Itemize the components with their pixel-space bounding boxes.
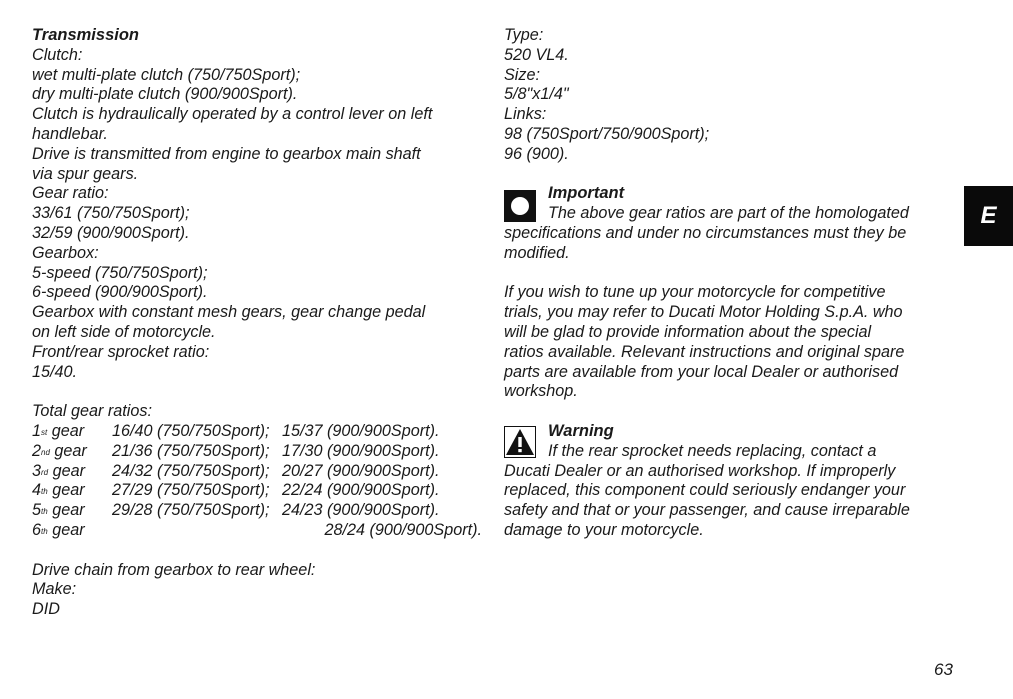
paragraph-line: trials, you may refer to Ducati Motor Holding S.p.A. who <box>504 303 903 322</box>
gear-word: gear <box>54 441 87 460</box>
spec-line: handlebar. <box>32 124 108 143</box>
important-line: specifications and under no circumstances must they be <box>504 223 907 242</box>
spec-line: Links: <box>504 105 547 124</box>
gear-row <box>32 442 482 462</box>
gear-number: 4 <box>32 481 42 500</box>
spec-line: Gearbox with constant mesh gears, gear change pedal <box>32 303 426 322</box>
ratio-900: 22/24 (900/900Sport). <box>282 481 440 500</box>
ratio-900: 24/23 (900/900Sport). <box>282 501 440 520</box>
gear-row <box>32 422 482 442</box>
spec-line: via spur gears. <box>32 164 139 183</box>
paragraph-line: parts are available from your local Dealer or authorised <box>504 362 899 381</box>
spec-line: 5-speed (750/750Sport); <box>32 263 208 282</box>
gear-label <box>32 422 112 442</box>
warning-line: Ducati Dealer or an authorised workshop. If improperly <box>504 461 896 480</box>
ratio-750 <box>103 521 325 541</box>
important-line: modified. <box>504 243 570 262</box>
gear-number: 6 <box>32 520 42 539</box>
gear-row <box>32 521 482 541</box>
ratio-750: 27/29 (750/750Sport); <box>112 481 270 500</box>
spec-line: 15/40. <box>32 362 78 381</box>
left-column <box>32 26 482 620</box>
drive-chain-lines <box>32 561 482 620</box>
chain-spec-lines <box>504 26 952 165</box>
spec-line: 6-speed (900/900Sport). <box>32 283 208 302</box>
warning-line: replaced, this component could seriously endanger your <box>504 481 906 500</box>
ratio-750: 24/32 (750/750Sport); <box>112 461 270 480</box>
spec-line: 32/59 (900/900Sport). <box>32 223 190 242</box>
ratio-900: 17/30 (900/900Sport). <box>282 441 440 460</box>
gear-number: 1 <box>32 421 42 440</box>
section-tab: E <box>964 186 1013 246</box>
warning-icon <box>504 426 536 458</box>
spec-line: on left side of motorcycle. <box>32 322 216 341</box>
spec-line: Gear ratio: <box>32 184 109 203</box>
spec-line: 5/8"x1/4" <box>504 85 569 104</box>
gear-number: 5 <box>32 501 42 520</box>
important-notice <box>504 184 952 263</box>
gear-label <box>32 462 112 482</box>
spec-line: Make: <box>32 580 77 599</box>
spec-line: Clutch is hydraulically operated by a control lever on left <box>32 105 433 124</box>
warning-line: safety and that or your passenger, and cause irreparable <box>504 501 910 520</box>
paragraph-line: ratios available. Relevant instructions and original spare <box>504 342 905 361</box>
gear-ordinal: th <box>41 507 48 517</box>
gear-word: gear <box>51 421 85 440</box>
spec-line: Front/rear sprocket ratio: <box>32 342 210 361</box>
gear-row <box>32 501 482 521</box>
spec-line: Gearbox: <box>32 243 99 262</box>
gear-ordinal: nd <box>41 447 50 457</box>
spec-line: 96 (900). <box>504 144 569 163</box>
gear-label <box>32 442 112 462</box>
warning-line: damage to your motorcycle. <box>504 520 704 539</box>
gear-word: gear <box>52 501 85 520</box>
right-column <box>504 26 952 541</box>
gear-number: 2 <box>32 441 42 460</box>
spec-line: 33/61 (750/750Sport); <box>32 204 190 223</box>
gear-word: gear <box>52 461 86 480</box>
gear-label <box>32 481 112 501</box>
ratio-900: 28/24 (900/900Sport). <box>324 520 482 539</box>
ratio-750: 29/28 (750/750Sport); <box>112 501 270 520</box>
spec-line: Drive chain from gearbox to rear wheel: <box>32 560 316 579</box>
spec-line: DID <box>32 600 60 619</box>
ratio-750: 21/36 (750/750Sport); <box>112 441 270 460</box>
important-title: Important <box>548 184 625 203</box>
paragraph-line: will be glad to provide information about the special <box>504 322 872 341</box>
gear-ordinal: th <box>41 526 48 536</box>
gear-ordinal: st <box>41 427 48 437</box>
important-first-line: The above gear ratios are part of the homologated <box>548 204 909 223</box>
warning-first-line: If the rear sprocket needs replacing, contact a <box>548 441 877 460</box>
spec-line: dry multi-plate clutch (900/900Sport). <box>32 85 298 104</box>
paragraph-line: workshop. <box>504 382 578 401</box>
gear-ordinal: th <box>41 487 48 497</box>
warning-title: Warning <box>548 421 614 440</box>
paragraph-line: If you wish to tune up your motorcycle for competitive <box>504 283 886 302</box>
gear-row <box>32 462 482 482</box>
section-title: Transmission <box>32 26 139 44</box>
ratio-900: 20/27 (900/900Sport). <box>282 461 440 480</box>
spec-line: Clutch: <box>32 45 83 64</box>
spec-line: Drive is transmitted from engine to gearbox main shaft <box>32 144 421 163</box>
spec-line: wet multi-plate clutch (750/750Sport); <box>32 65 301 84</box>
total-ratios-label: Total gear ratios: <box>32 402 152 421</box>
gear-ordinal: rd <box>41 467 49 477</box>
tuning-paragraph <box>504 283 952 402</box>
gear-label <box>32 501 112 521</box>
spec-line: 98 (750Sport/750/900Sport); <box>504 124 710 143</box>
gear-row <box>32 481 482 501</box>
spec-line: Type: <box>504 26 544 44</box>
gear-number: 3 <box>32 461 42 480</box>
warning-notice <box>504 422 952 541</box>
gear-word: gear <box>52 481 85 500</box>
gear-word: gear <box>52 520 85 539</box>
important-icon <box>504 190 536 222</box>
ratio-750: 16/40 (750/750Sport); <box>112 421 270 440</box>
spec-line: 520 VL4. <box>504 45 569 64</box>
ratio-900: 15/37 (900/900Sport). <box>282 421 440 440</box>
spec-line: Size: <box>504 65 540 84</box>
gear-ratio-table <box>32 422 482 541</box>
gear-label <box>32 521 103 541</box>
page-number: 63 <box>934 660 953 679</box>
transmission-spec-lines <box>32 46 482 383</box>
